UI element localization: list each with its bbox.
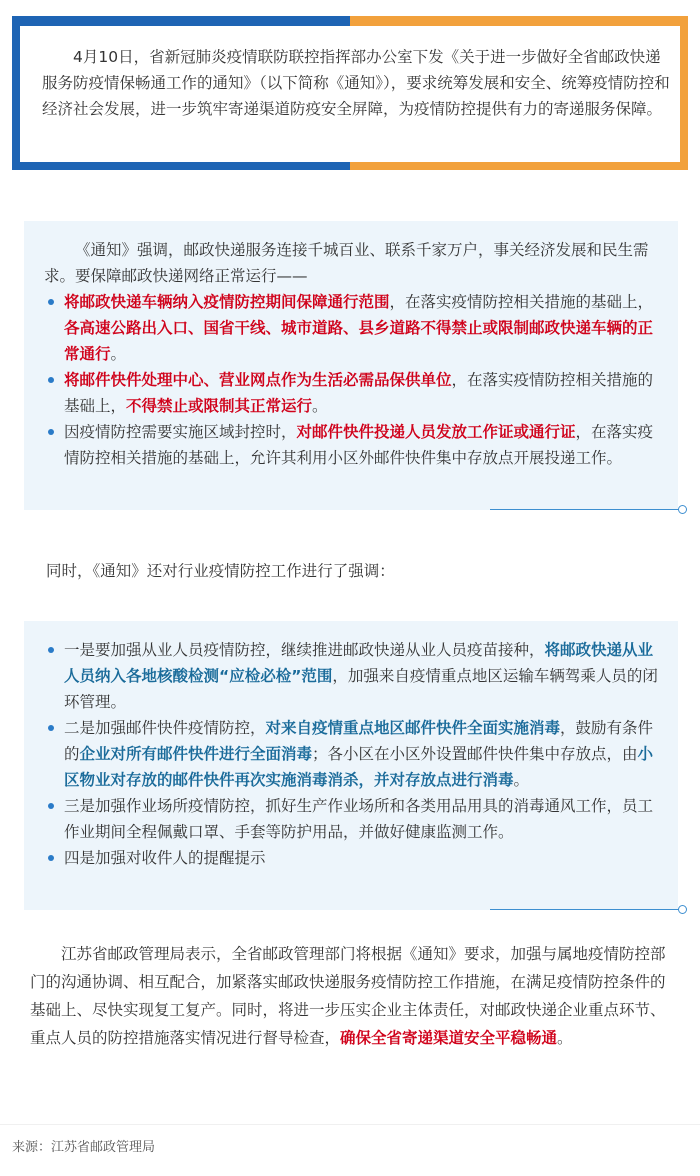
- list-item: [44, 289, 662, 367]
- emphasis-blue: 企业对所有邮件快件进行全面消毒: [79, 745, 313, 763]
- middle-paragraph: 同时，《通知》还对行业疫情防控工作进行了强调：: [46, 562, 395, 580]
- intro-box: [12, 16, 688, 170]
- item-text: 。: [312, 397, 328, 415]
- item-text: 。: [513, 771, 530, 789]
- item-text: 四是加强对收件人的提醒提示: [64, 849, 266, 867]
- bullet-icon: [48, 377, 54, 383]
- emphasis-blue: 将邮政快递从业人员纳入各地核酸检测“应检必检”范围: [64, 641, 654, 685]
- frame-bottom-orange: [350, 162, 688, 170]
- frame-top-blue: [12, 16, 350, 26]
- source-divider: [0, 1124, 700, 1125]
- divider-line: [490, 909, 680, 910]
- emphasis-red: 将邮件快件处理中心、营业网点作为生活必需品保供单位: [64, 371, 452, 389]
- bullet-icon: [48, 725, 54, 731]
- item-text: 三是加强作业场所疫情防控，抓好生产作业场所和各类用品用具的消毒通风工作，员工作业期间全程佩戴口罩、手套等防护用品，并做好健康监测工作。: [64, 797, 654, 841]
- divider-ring-icon: [678, 905, 687, 914]
- closing-text: 江苏省邮政管理局表示，全省邮政管理部门将根据《通知》要求，加强与属地疫情防控部门的沟通协调、相互配合，加紧落实邮政快递服务疫情防控工作措施，在满足疫情防控条件的基础上、尽快实现复工复产。同时，将进一步压实企业主体责任，对邮政快递企业重点环节、重点人员的防控措施落实情况进行督导检查，: [30, 945, 666, 1047]
- divider-line: [490, 509, 680, 510]
- item-text: 一是要加强从业人员疫情防控，继续推进邮政快递从业人员疫苗接种，: [64, 641, 545, 659]
- bullet-icon: [48, 299, 54, 305]
- intro-paragraph: 4月10日，省新冠肺炎疫情联防联控指挥部办公室下发《关于进一步做好全省邮政快递服务防疫情保畅通工作的通知》（以下简称《通知》），要求统筹发展和安全、统筹疫情防控和经济社会发展，进一步筑牢寄递渠道防疫安全屏障，为疫情防控提供有力的寄递服务保障。: [42, 48, 670, 118]
- item-text: ，在落实疫情防控相关措施的基础上，允许其利用小区外邮件快件集中存放点开展投递工作。: [64, 423, 654, 467]
- item-text: 二是加强邮件快件疫情防控，: [64, 719, 266, 737]
- panel2-list: [24, 621, 678, 871]
- item-text: ，在落实疫情防控相关措施的基础上，: [64, 371, 654, 415]
- bullet-icon: [48, 429, 54, 435]
- emphasis-red: 对邮件快件投递人员发放工作证或通行证: [296, 423, 576, 441]
- emphasis-blue: 小区物业对存放的邮件快件再次实施消毒消杀，并对存放点进行消毒: [64, 745, 654, 789]
- frame-top-orange: [350, 16, 688, 26]
- item-text: ；各小区在小区外设置邮件快件集中存放点，由: [312, 745, 638, 763]
- bullet-icon: [48, 803, 54, 809]
- list-item: [44, 367, 662, 419]
- list-item: [44, 845, 662, 871]
- bullet-icon: [48, 855, 54, 861]
- industry-prevention-panel: [24, 621, 678, 910]
- frame-bottom-blue: [12, 162, 350, 170]
- frame-left: [12, 16, 20, 170]
- emphasis-red: 不得禁止或限制其正常运行: [126, 397, 313, 415]
- source-credit: 来源：江苏省邮政管理局: [12, 1140, 156, 1155]
- panel1-lead: 《通知》强调，邮政快递服务连接千城百业、联系千家万户，事关经济发展和民生需求。要保障邮政快递网络正常运行——: [44, 241, 649, 285]
- list-item: [44, 637, 662, 715]
- emphasis-blue: 对来自疫情重点地区邮件快件全面实施消毒: [265, 719, 561, 737]
- item-text: ，鼓励有条件的: [64, 719, 654, 763]
- panel1-list: [24, 289, 678, 471]
- divider-ring-icon: [678, 505, 687, 514]
- notice-emphasis-panel: [24, 221, 678, 510]
- emphasis-red: 将邮政快递车辆纳入疫情防控期间保障通行范围: [64, 293, 390, 311]
- item-text: 。: [110, 345, 127, 363]
- item-text: ，加强来自疫情重点地区运输车辆驾乘人员的闭环管理。: [64, 667, 658, 711]
- bullet-icon: [48, 647, 54, 653]
- list-item: [44, 419, 662, 471]
- emphasis-red: 各高速公路出入口、国省干线、城市道路、县乡道路不得禁止或限制邮政快递车辆的正常通行: [64, 319, 654, 363]
- closing-text: 。: [557, 1029, 573, 1047]
- item-text: 因疫情防控需要实施区域封控时，: [64, 423, 297, 441]
- list-item: [44, 793, 662, 845]
- closing-paragraph: [30, 940, 676, 1052]
- frame-right: [680, 16, 688, 170]
- emphasis-red: 确保全省寄递渠道安全平稳畅通: [340, 1029, 558, 1047]
- item-text: ，在落实疫情防控相关措施的基础上，: [389, 293, 654, 311]
- list-item: [44, 715, 662, 793]
